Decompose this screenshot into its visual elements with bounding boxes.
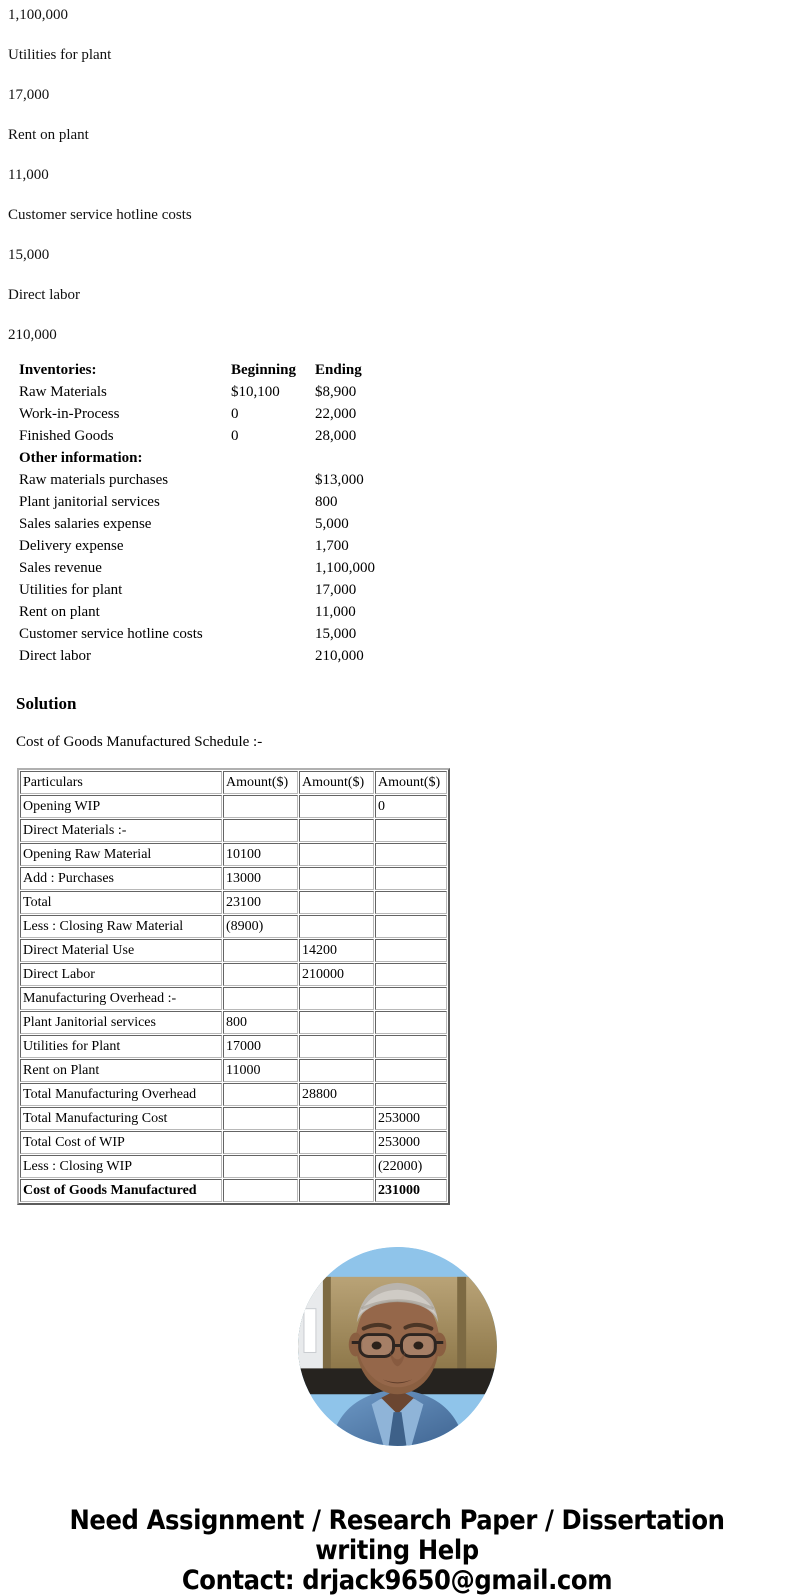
cell-amount-2: [299, 819, 374, 842]
cell-amount-1: 17000: [223, 1035, 298, 1058]
table-row: [20, 819, 447, 842]
info-row-beginning: [231, 538, 315, 560]
info-header-row: [11, 362, 435, 384]
cell-particulars: Total Manufacturing Overhead: [20, 1083, 222, 1106]
intro-paragraph: 15,000: [8, 247, 50, 263]
info-row-beginning: [231, 604, 315, 626]
cell-amount-1: 13000: [223, 867, 298, 890]
info-header-label: Inventories:: [19, 362, 97, 378]
cell-amount-2: [299, 1155, 374, 1178]
cell-amount-3: [375, 939, 447, 962]
info-row-ending: 11,000: [315, 604, 356, 620]
table-row: [20, 1107, 447, 1130]
cell-amount-3: [375, 843, 447, 866]
table-row: [20, 939, 447, 962]
table-row-total: [20, 1179, 447, 1202]
cell-amount-3: (22000): [375, 1155, 447, 1178]
cell-amount-3: [375, 1011, 447, 1034]
info-row-ending: 1,100,000: [315, 560, 375, 576]
info-row-label: Utilities for plant: [19, 582, 123, 598]
info-row: [11, 560, 435, 582]
portrait-photo-icon: [298, 1247, 497, 1446]
table-row: [20, 1131, 447, 1154]
info-row-ending: 17,000: [315, 582, 357, 598]
intro-paragraph-list: [8, 0, 786, 344]
avatar: [298, 1247, 497, 1446]
info-row-beginning: [231, 516, 315, 538]
cell-amount-2: [299, 915, 374, 938]
info-row-ending: 22,000: [315, 406, 357, 422]
cell-particulars: Plant Janitorial services: [20, 1011, 222, 1034]
cell-particulars: Less : Closing WIP: [20, 1155, 222, 1178]
info-subheader-spacer: [231, 450, 315, 472]
cell-amount-1: (8900): [223, 915, 298, 938]
cell-particulars: Cost of Goods Manufactured: [20, 1179, 222, 1202]
cell-particulars: Direct Material Use: [20, 939, 222, 962]
info-row-label: Raw Materials: [19, 384, 107, 400]
cell-amount-1: 23100: [223, 891, 298, 914]
cell-particulars: Utilities for Plant: [20, 1035, 222, 1058]
info-header-ending: Ending: [315, 362, 362, 378]
inventories-info-block: [11, 362, 435, 670]
table-row: [20, 1059, 447, 1082]
cell-amount-3: [375, 819, 447, 842]
cell-particulars: Less : Closing Raw Material: [20, 915, 222, 938]
cell-amount-3: [375, 915, 447, 938]
info-row-label: Raw materials purchases: [19, 472, 169, 488]
cell-particulars: Direct Labor: [20, 963, 222, 986]
table-header-row: [20, 771, 447, 794]
promo-block: [8, 1506, 786, 1596]
info-row: [11, 384, 435, 406]
info-row: [11, 604, 435, 626]
cell-particulars: Rent on Plant: [20, 1059, 222, 1082]
intro-paragraph: Customer service hotline costs: [8, 207, 192, 223]
cell-amount-1: [223, 939, 298, 962]
cell-amount-1: [223, 1083, 298, 1106]
cell-amount-1: 800: [223, 1011, 298, 1034]
intro-paragraph: Utilities for plant: [8, 47, 112, 63]
info-subheader-label: Other information:: [19, 450, 143, 466]
solution-heading: Solution: [16, 694, 77, 713]
column-header-amount-1: Amount($): [223, 771, 298, 794]
cell-amount-2: [299, 843, 374, 866]
intro-paragraph: 210,000: [8, 327, 57, 343]
info-row: [11, 406, 435, 428]
cell-particulars: Total: [20, 891, 222, 914]
cell-amount-2: [299, 867, 374, 890]
cell-amount-3: 253000: [375, 1131, 447, 1154]
info-row-label: Delivery expense: [19, 538, 124, 554]
info-row-ending: 15,000: [315, 626, 357, 642]
info-row-beginning: 0: [231, 406, 239, 422]
table-row: [20, 891, 447, 914]
cell-particulars: Direct Materials :-: [20, 819, 222, 842]
info-row-ending: 28,000: [315, 428, 357, 444]
cell-amount-3: [375, 1083, 447, 1106]
info-row-beginning: $10,100: [231, 384, 280, 400]
promo-line-1: Need Assignment / Research Paper / Dissertation: [69, 1505, 725, 1536]
cell-amount-3: [375, 963, 447, 986]
info-row-label: Work-in-Process: [19, 406, 120, 422]
table-row: [20, 1155, 447, 1178]
cell-amount-3: [375, 1059, 447, 1082]
info-row-beginning: [231, 582, 315, 604]
cell-amount-1: [223, 987, 298, 1010]
cell-amount-2: [299, 891, 374, 914]
cell-amount-2: [299, 1035, 374, 1058]
info-row-label: Sales salaries expense: [19, 516, 152, 532]
cell-amount-1: 10100: [223, 843, 298, 866]
info-row: [11, 626, 435, 648]
promo-line-3: Contact: drjack9650@gmail.com: [181, 1565, 613, 1596]
cell-amount-1: [223, 819, 298, 842]
table-row: [20, 843, 447, 866]
info-row-beginning: [231, 472, 315, 494]
cell-amount-2: 14200: [299, 939, 374, 962]
info-row: [11, 472, 435, 494]
table-row: [20, 915, 447, 938]
info-row: [11, 582, 435, 604]
info-row: [11, 516, 435, 538]
column-header-particulars: Particulars: [20, 771, 222, 794]
info-row: [11, 428, 435, 450]
cell-amount-2: [299, 1107, 374, 1130]
cell-amount-3: [375, 1035, 447, 1058]
cell-amount-2: 28800: [299, 1083, 374, 1106]
table-row: [20, 1011, 447, 1034]
info-row-ending: 800: [315, 494, 338, 510]
cell-amount-1: [223, 963, 298, 986]
promo-line-2: writing Help: [315, 1535, 479, 1566]
cell-particulars: Opening WIP: [20, 795, 222, 818]
portrait-zone: [8, 1247, 786, 1446]
info-subheader-spacer: [315, 450, 435, 472]
info-row-ending: 210,000: [315, 648, 364, 664]
info-subheader-row: [11, 450, 435, 472]
info-row-beginning: [231, 648, 315, 670]
cell-amount-2: [299, 1011, 374, 1034]
info-header-beginning: Beginning: [231, 362, 297, 378]
intro-paragraph: Direct labor: [8, 287, 81, 303]
cell-amount-2: [299, 1131, 374, 1154]
table-row: [20, 963, 447, 986]
cell-amount-2: [299, 1179, 374, 1202]
info-row: [11, 494, 435, 516]
cost-of-goods-manufactured-table: [17, 768, 450, 1205]
cell-amount-2: [299, 987, 374, 1010]
info-row-beginning: [231, 494, 315, 516]
cell-amount-3: 231000: [375, 1179, 447, 1202]
info-row-beginning: [231, 560, 315, 582]
cell-amount-1: [223, 1131, 298, 1154]
info-row-label: Finished Goods: [19, 428, 114, 444]
cell-amount-1: [223, 1155, 298, 1178]
info-row-ending: $8,900: [315, 384, 357, 400]
cell-amount-1: 11000: [223, 1059, 298, 1082]
intro-paragraph: Rent on plant: [8, 127, 89, 143]
intro-paragraph: 17,000: [8, 87, 50, 103]
table-row: [20, 987, 447, 1010]
table-row: [20, 1035, 447, 1058]
cell-amount-2: [299, 1059, 374, 1082]
info-row-label: Customer service hotline costs: [19, 626, 203, 642]
intro-paragraph: 1,100,000: [8, 7, 68, 23]
cell-amount-1: [223, 795, 298, 818]
info-row: [11, 648, 435, 670]
info-row-label: Sales revenue: [19, 560, 102, 576]
info-row-beginning: 0: [231, 428, 239, 444]
cell-amount-2: [299, 795, 374, 818]
cell-amount-2: 210000: [299, 963, 374, 986]
cell-particulars: Total Cost of WIP: [20, 1131, 222, 1154]
info-row-label: Plant janitorial services: [19, 494, 160, 510]
info-row-label: Rent on plant: [19, 604, 100, 620]
info-row-ending: 5,000: [315, 516, 349, 532]
info-row-label: Direct labor: [19, 648, 92, 664]
cell-particulars: Add : Purchases: [20, 867, 222, 890]
info-row: [11, 538, 435, 560]
cell-amount-3: 253000: [375, 1107, 447, 1130]
cell-amount-3: [375, 987, 447, 1010]
cell-particulars: Manufacturing Overhead :-: [20, 987, 222, 1010]
table-row: [20, 1083, 447, 1106]
schedule-caption: Cost of Goods Manufactured Schedule :-: [16, 734, 263, 750]
cell-amount-3: [375, 867, 447, 890]
cell-amount-3: 0: [375, 795, 447, 818]
column-header-amount-2: Amount($): [299, 771, 374, 794]
info-row-ending: $13,000: [315, 472, 364, 488]
cell-amount-1: [223, 1107, 298, 1130]
cell-amount-3: [375, 891, 447, 914]
info-row-beginning: [231, 626, 315, 648]
table-row: [20, 867, 447, 890]
column-header-amount-3: Amount($): [375, 771, 447, 794]
cell-particulars: Total Manufacturing Cost: [20, 1107, 222, 1130]
cogm-table-wrapper: [17, 768, 786, 1205]
cell-amount-1: [223, 1179, 298, 1202]
info-row-ending: 1,700: [315, 538, 349, 554]
intro-paragraph: 11,000: [8, 167, 49, 183]
table-row: [20, 795, 447, 818]
cell-particulars: Opening Raw Material: [20, 843, 222, 866]
